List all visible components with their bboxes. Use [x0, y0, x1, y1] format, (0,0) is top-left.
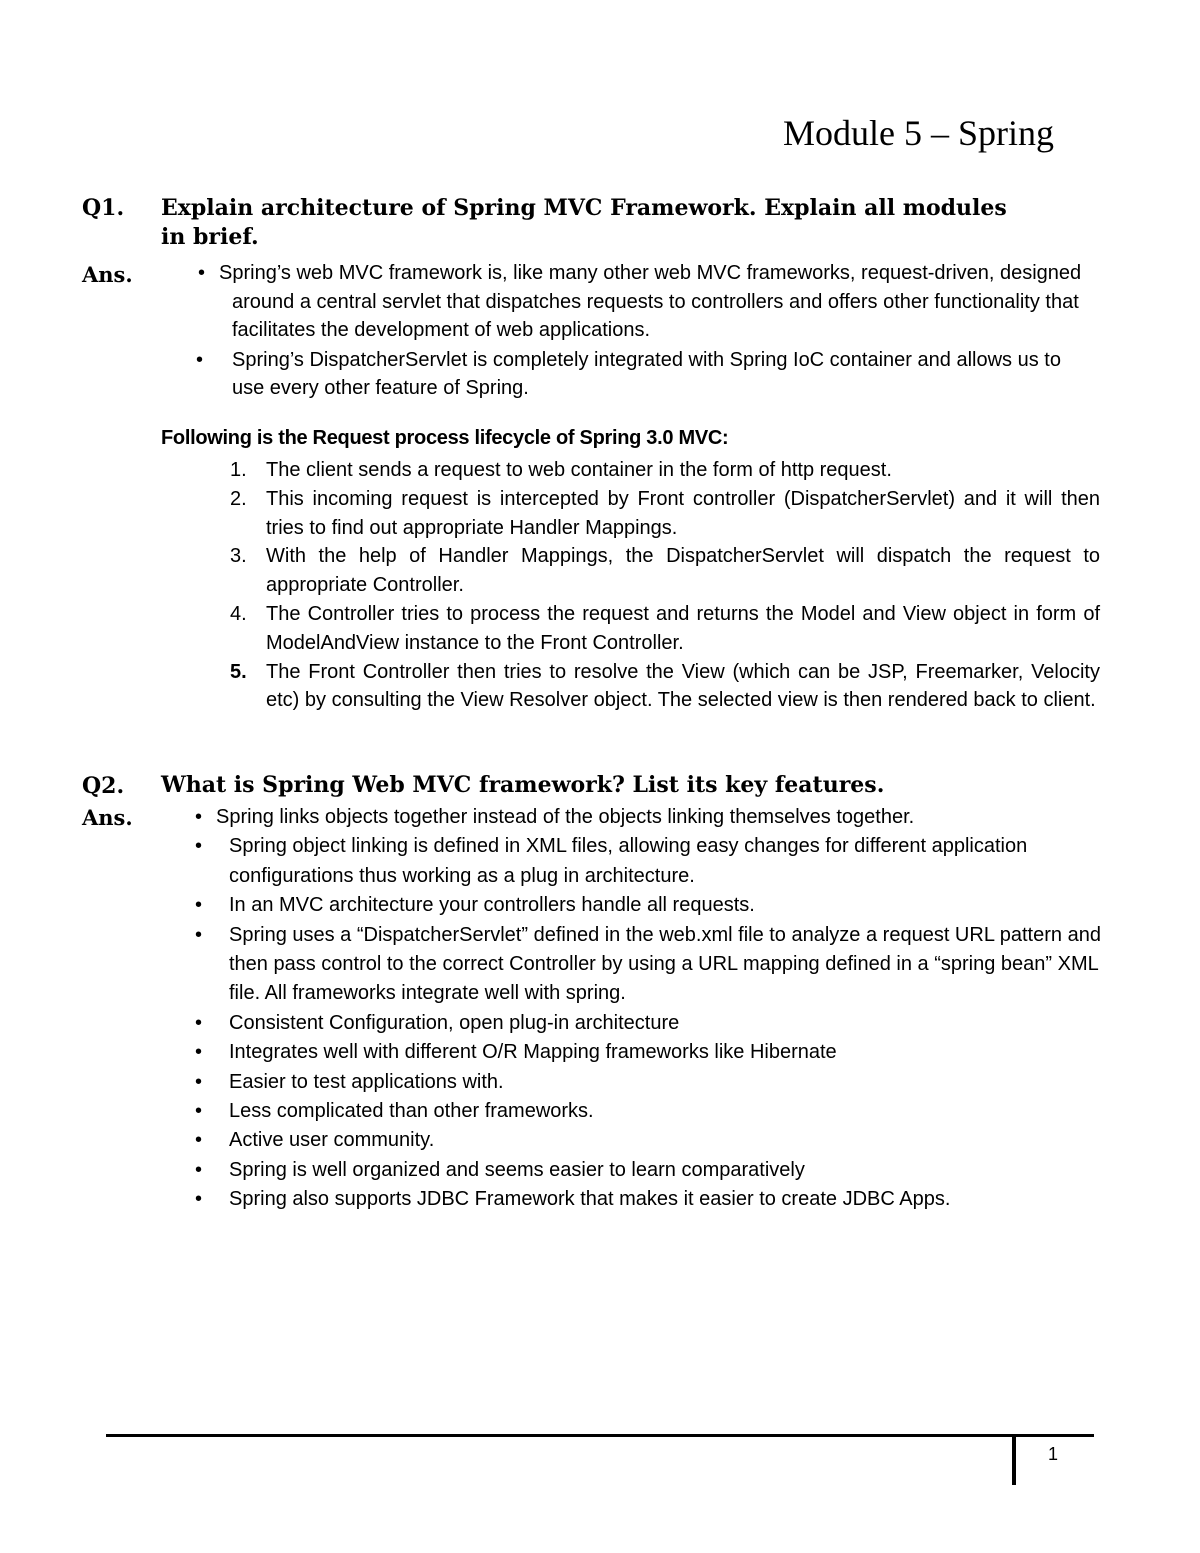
bullet-icon: • — [195, 1070, 203, 1093]
list-item-text: This incoming request is intercepted by Front controller (DispatcherServlet) and it will then tries to find out appropriate Handler Mappings. — [266, 487, 1100, 539]
list-item-text: Spring uses a “DispatcherServlet” defined in the web.xml file to analyze a request URL pattern and then pass control to the correct Controller by using a URL mapping defined in a “spring bean” XML file. All frameworks integrate well with spring. — [229, 923, 1101, 1005]
list-item-number: 5. — [230, 660, 247, 683]
lifecycle-list — [230, 456, 1100, 715]
list-item-text: Spring’s web MVC framework is, like many other web MVC frameworks, request-driven, designed around a central servlet that dispatches requests to controllers and offers other functionality that facilitates the development of web applications. — [219, 262, 1082, 342]
list-item-text: The client sends a request to web container in the form of http request. — [266, 459, 892, 481]
bullet-icon: • — [195, 923, 203, 946]
q2-question: What is Spring Web MVC framework? List its key features. — [161, 772, 885, 798]
footer-divider — [1012, 1437, 1016, 1485]
list-item-number: 2. — [230, 487, 247, 510]
list-item-text: Spring also supports JDBC Framework that makes it easier to create JDBC Apps. — [229, 1188, 951, 1211]
list-item — [230, 542, 1100, 600]
list-item — [195, 891, 1109, 920]
bullet-icon: • — [198, 262, 206, 284]
list-item — [195, 1185, 1109, 1214]
list-item-text: In an MVC architecture your controllers handle all requests. — [229, 894, 755, 917]
list-item-number: 1. — [230, 459, 247, 481]
list-item — [195, 1068, 1109, 1097]
list-item — [195, 1126, 1109, 1155]
page-number: 1 — [1048, 1444, 1059, 1464]
list-item-text: The Front Controller then tries to resolve the View (which can be JSP, Freemarker, Velocity etc) by consulting the View Resolver object. The selected view is then rendered back to client. — [266, 660, 1100, 712]
bullet-icon: • — [195, 1188, 203, 1211]
bullet-icon: • — [195, 1011, 203, 1034]
lifecycle-heading: Following is the Request process lifecycle of Spring 3.0 MVC: — [161, 427, 729, 449]
list-item — [230, 456, 1100, 485]
bullet-icon: • — [195, 894, 203, 917]
list-item — [195, 1156, 1109, 1185]
list-item — [195, 803, 1109, 832]
bullet-icon: • — [195, 1041, 203, 1064]
q1-question: Explain architecture of Spring MVC Framework. Explain all modules in brief. — [161, 195, 1007, 250]
bullet-icon: • — [195, 1129, 203, 1152]
list-item-text: With the help of Handler Mappings, the DispatcherServlet will dispatch the request to appropriate Controller. — [266, 545, 1100, 597]
bullet-icon: • — [196, 348, 204, 371]
list-item — [195, 1097, 1109, 1126]
list-item-text: Spring’s DispatcherServlet is completely integrated with Spring IoC container and allows us to use every other feature of Spring. — [232, 348, 1061, 400]
list-item-number: 3. — [230, 545, 247, 568]
list-item-text: Less complicated than other frameworks. — [229, 1100, 594, 1123]
q1-label: Q1. — [82, 195, 125, 221]
list-item — [196, 346, 1092, 403]
list-item-text: Easier to test applications with. — [229, 1070, 504, 1093]
list-item-text: Integrates well with different O/R Mapping frameworks like Hibernate — [229, 1041, 837, 1064]
q1-answer-label: Ans. — [82, 262, 133, 287]
bullet-icon: • — [195, 835, 203, 858]
footer-rule — [106, 1434, 1094, 1437]
list-item — [230, 600, 1100, 658]
list-item — [198, 259, 1092, 345]
list-item-text: Consistent Configuration, open plug-in architecture — [229, 1011, 680, 1034]
q2-label: Q2. — [82, 773, 125, 799]
list-item — [230, 485, 1100, 543]
bullet-icon: • — [195, 1158, 203, 1181]
list-item — [195, 1009, 1109, 1038]
bullet-icon: • — [195, 1100, 203, 1123]
list-item — [230, 658, 1100, 716]
list-item — [195, 921, 1109, 1009]
q1-bullet-list — [196, 259, 1092, 403]
list-item-text: The Controller tries to process the request and returns the Model and View object in form of ModelAndView instance to the Front Controller. — [266, 602, 1100, 654]
module-title: Module 5 – Spring — [782, 113, 1054, 153]
q2-bullet-list — [195, 803, 1109, 1215]
list-item-text: Spring is well organized and seems easier to learn comparatively — [229, 1158, 805, 1181]
list-item-text: Spring links objects together instead of the objects linking themselves together. — [216, 806, 915, 828]
list-item-text: Spring object linking is defined in XML files, allowing easy changes for different application configurations thus working as a plug in architecture. — [229, 835, 1028, 887]
list-item-number: 4. — [230, 602, 247, 625]
list-item-text: Active user community. — [229, 1129, 435, 1152]
list-item — [195, 1038, 1109, 1067]
q2-answer-label: Ans. — [82, 805, 133, 830]
bullet-icon: • — [195, 806, 203, 828]
list-item — [195, 832, 1109, 891]
